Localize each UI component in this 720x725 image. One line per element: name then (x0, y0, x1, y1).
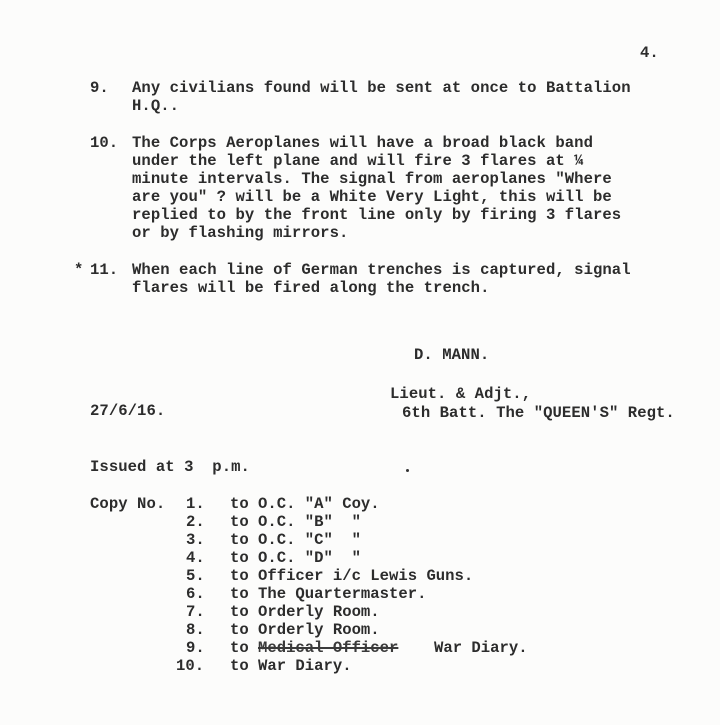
signature-unit: 6th Batt. The "QUEEN'S" Regt. (402, 404, 675, 422)
copy-recipient: War Diary. (258, 657, 352, 675)
copy-number: 2. (186, 513, 205, 531)
copy-to: to (230, 567, 249, 585)
copy-recipient: The Quartermaster. (258, 585, 427, 603)
paragraph-number: 9. (90, 79, 109, 97)
paragraph-line: flares will be fired along the trench. (132, 279, 490, 297)
ink-speck (406, 469, 409, 472)
copy-recipient: O.C. "B" " (258, 513, 361, 531)
copy-label: Copy No. (90, 495, 166, 513)
paragraph-line: under the left plane and will fire 3 flares at ¼ (132, 152, 584, 170)
document-date: 27/6/16. (90, 402, 166, 420)
copy-recipient: Orderly Room. (258, 603, 380, 621)
copy-to: to (230, 603, 249, 621)
copy-number: 7. (186, 603, 205, 621)
copy-to: to (230, 513, 249, 531)
copy-to: to (230, 585, 249, 603)
copy-to: to (230, 621, 249, 639)
struck-out-text: Medical Officer (258, 639, 399, 657)
copy-number: 8. (186, 621, 205, 639)
paragraph-line: or by flashing mirrors. (132, 224, 349, 242)
signature-rank: Lieut. & Adjt., (390, 385, 532, 403)
paragraph-line: Any civilians found will be sent at once to Battalion (132, 79, 631, 97)
issued-time: Issued at 3 p.m. (90, 458, 250, 476)
copy-number: 4. (186, 549, 205, 567)
copy-number: 6. (186, 585, 205, 603)
copy-recipient: Officer i/c Lewis Guns. (258, 567, 474, 585)
signature-name: D. MANN. (414, 346, 490, 364)
paragraph-line: H.Q.. (132, 97, 180, 115)
copy-recipient: War Diary. (434, 639, 528, 657)
copy-number: 10. (176, 657, 205, 675)
copy-number: 3. (186, 531, 205, 549)
page-number: 4. (640, 44, 659, 62)
copy-number: 1. (186, 495, 205, 513)
paragraph-line: The Corps Aeroplanes will have a broad black band (132, 134, 593, 152)
copy-to: to (230, 495, 249, 513)
copy-recipient: O.C. "A" Coy. (258, 495, 380, 513)
paragraph-number: 11. (90, 261, 119, 279)
paragraph-line: When each line of German trenches is captured, signal (132, 261, 631, 279)
copy-recipient: O.C. "C" " (258, 531, 361, 549)
paragraph-line: replied to by the front line only by firing 3 flares (132, 206, 622, 224)
paragraph-number: 10. (90, 134, 119, 152)
copy-to: to (230, 549, 249, 567)
copy-recipient: O.C. "D" " (258, 549, 361, 567)
annotation-marker: * (74, 261, 84, 279)
copy-to: to (230, 531, 249, 549)
paragraph-line: are you" ? will be a White Very Light, this will be (132, 188, 612, 206)
copy-number: 9. (186, 639, 205, 657)
copy-to: to (230, 639, 249, 657)
paragraph-line: minute intervals. The signal from aeroplanes "Where (132, 170, 612, 188)
copy-recipient: Orderly Room. (258, 621, 380, 639)
copy-to: to (230, 657, 249, 675)
copy-number: 5. (186, 567, 205, 585)
